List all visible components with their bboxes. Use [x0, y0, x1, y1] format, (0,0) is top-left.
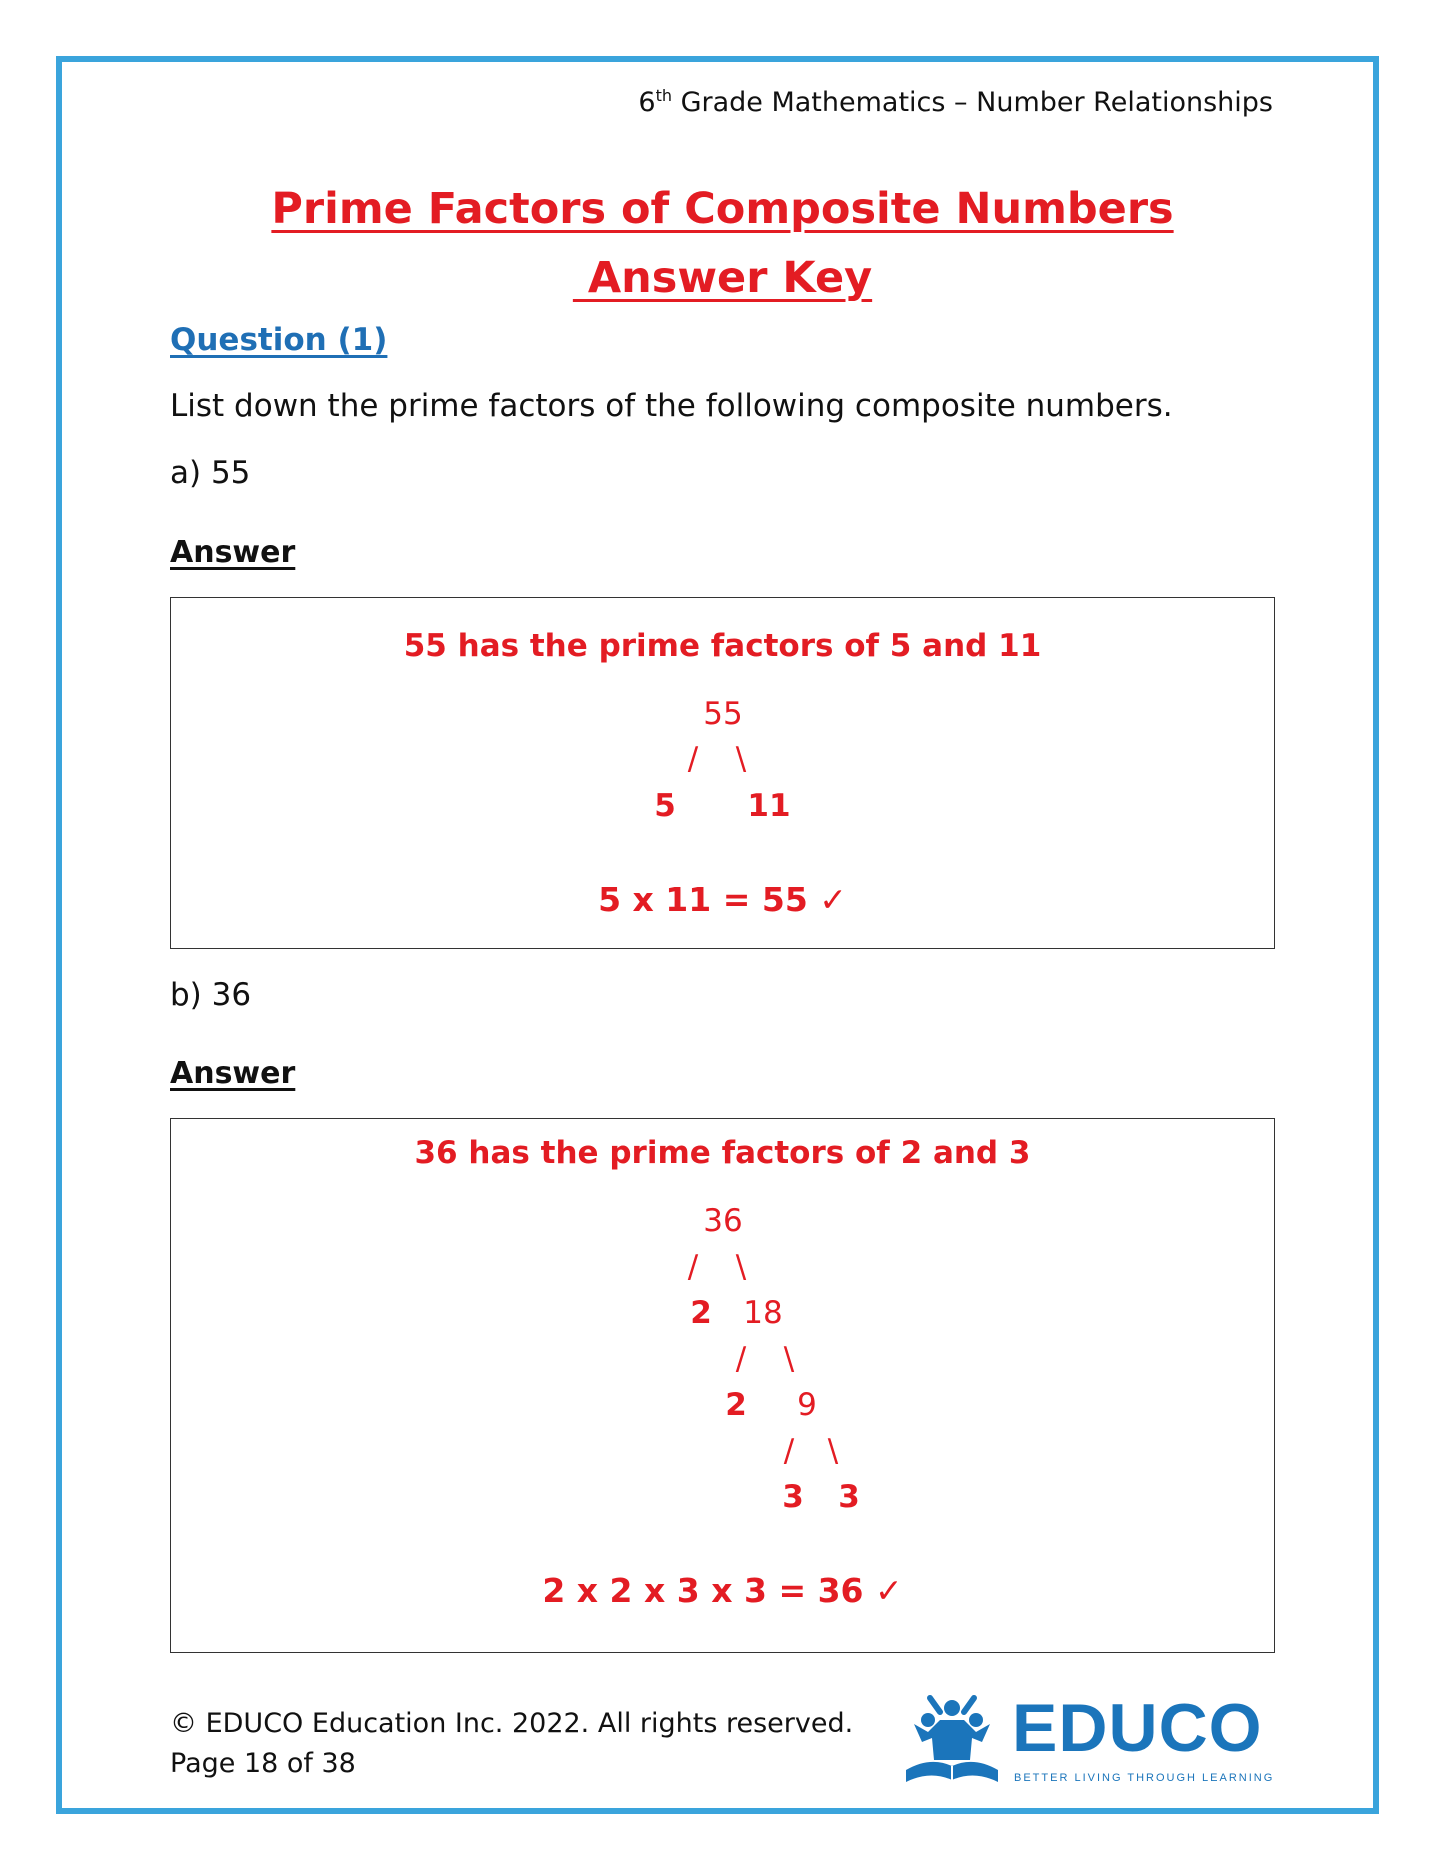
grade-number: 6 [638, 87, 656, 118]
part-a-statement: 55 has the prime factors of 5 and 11 [403, 628, 1042, 664]
part-b-equation: 2 x 2 x 3 x 3 = 36 ✓ [542, 1571, 903, 1610]
part-b-answer-box [170, 1118, 1275, 1653]
part-b-tree-l1-branch-right: \ [735, 1249, 747, 1285]
part-a-equation: 5 x 11 = 55 ✓ [598, 880, 847, 919]
person-icon-right [969, 1713, 983, 1727]
part-b-tree-l1-right-factor: 18 [743, 1295, 783, 1331]
part-a-answer-heading: Answer [170, 535, 296, 570]
part-b-tree-l3-branch-left: / [783, 1433, 795, 1469]
part-a-tree-left-factor: 5 [654, 788, 676, 824]
page-subtitle: Answer Key [572, 253, 873, 303]
part-b-tree-l1-branch-left: / [687, 1249, 699, 1285]
part-a-tree-branch-right: \ [735, 741, 747, 777]
educo-logo [900, 1690, 1275, 1790]
footer-page-number: Page 18 of 38 [170, 1748, 356, 1779]
logo-wordmark: EDUCO [1012, 1690, 1263, 1766]
part-a-tree-root: 55 [703, 696, 743, 732]
footer-copyright: © EDUCO Education Inc. 2022. All rights reserved. [170, 1708, 854, 1739]
question-instruction: List down the prime factors of the following composite numbers. [170, 388, 1173, 424]
part-b-tree-l2-branch-left: / [735, 1341, 747, 1377]
page-header [638, 86, 1273, 118]
part-b-statement: 36 has the prime factors of 2 and 3 [414, 1135, 1031, 1171]
part-b-tree-l1-left-factor: 2 [690, 1295, 712, 1331]
person-icon-left [921, 1713, 935, 1727]
grade-suffix: th [655, 86, 672, 105]
part-a-label: a) 55 [170, 455, 251, 491]
part-b-tree-l3-left-factor: 3 [782, 1479, 804, 1515]
part-a-tree-right-factor: 11 [747, 788, 791, 824]
person-icon-center [944, 1700, 960, 1716]
logo-tagline: BETTER LIVING THROUGH LEARNING [1014, 1772, 1275, 1784]
part-a-tree-branch-left: / [687, 741, 699, 777]
part-b-tree-root: 36 [703, 1203, 743, 1239]
part-b-tree-l3-branch-right: \ [827, 1433, 839, 1469]
part-b-tree-l2-branch-right: \ [783, 1341, 795, 1377]
part-b-answer-heading: Answer [170, 1056, 296, 1091]
part-a-answer-box [170, 597, 1275, 949]
header-subject: Grade Mathematics – Number Relationships [671, 87, 1273, 118]
part-b-tree-l3-right-factor: 3 [838, 1479, 860, 1515]
question-heading: Question (1) [170, 322, 388, 358]
part-b-label: b) 36 [170, 977, 252, 1013]
part-b-tree-l2-left-factor: 2 [725, 1387, 747, 1423]
page-title: Prime Factors of Composite Numbers [271, 184, 1174, 234]
part-b-tree-l2-right-factor: 9 [797, 1387, 817, 1423]
